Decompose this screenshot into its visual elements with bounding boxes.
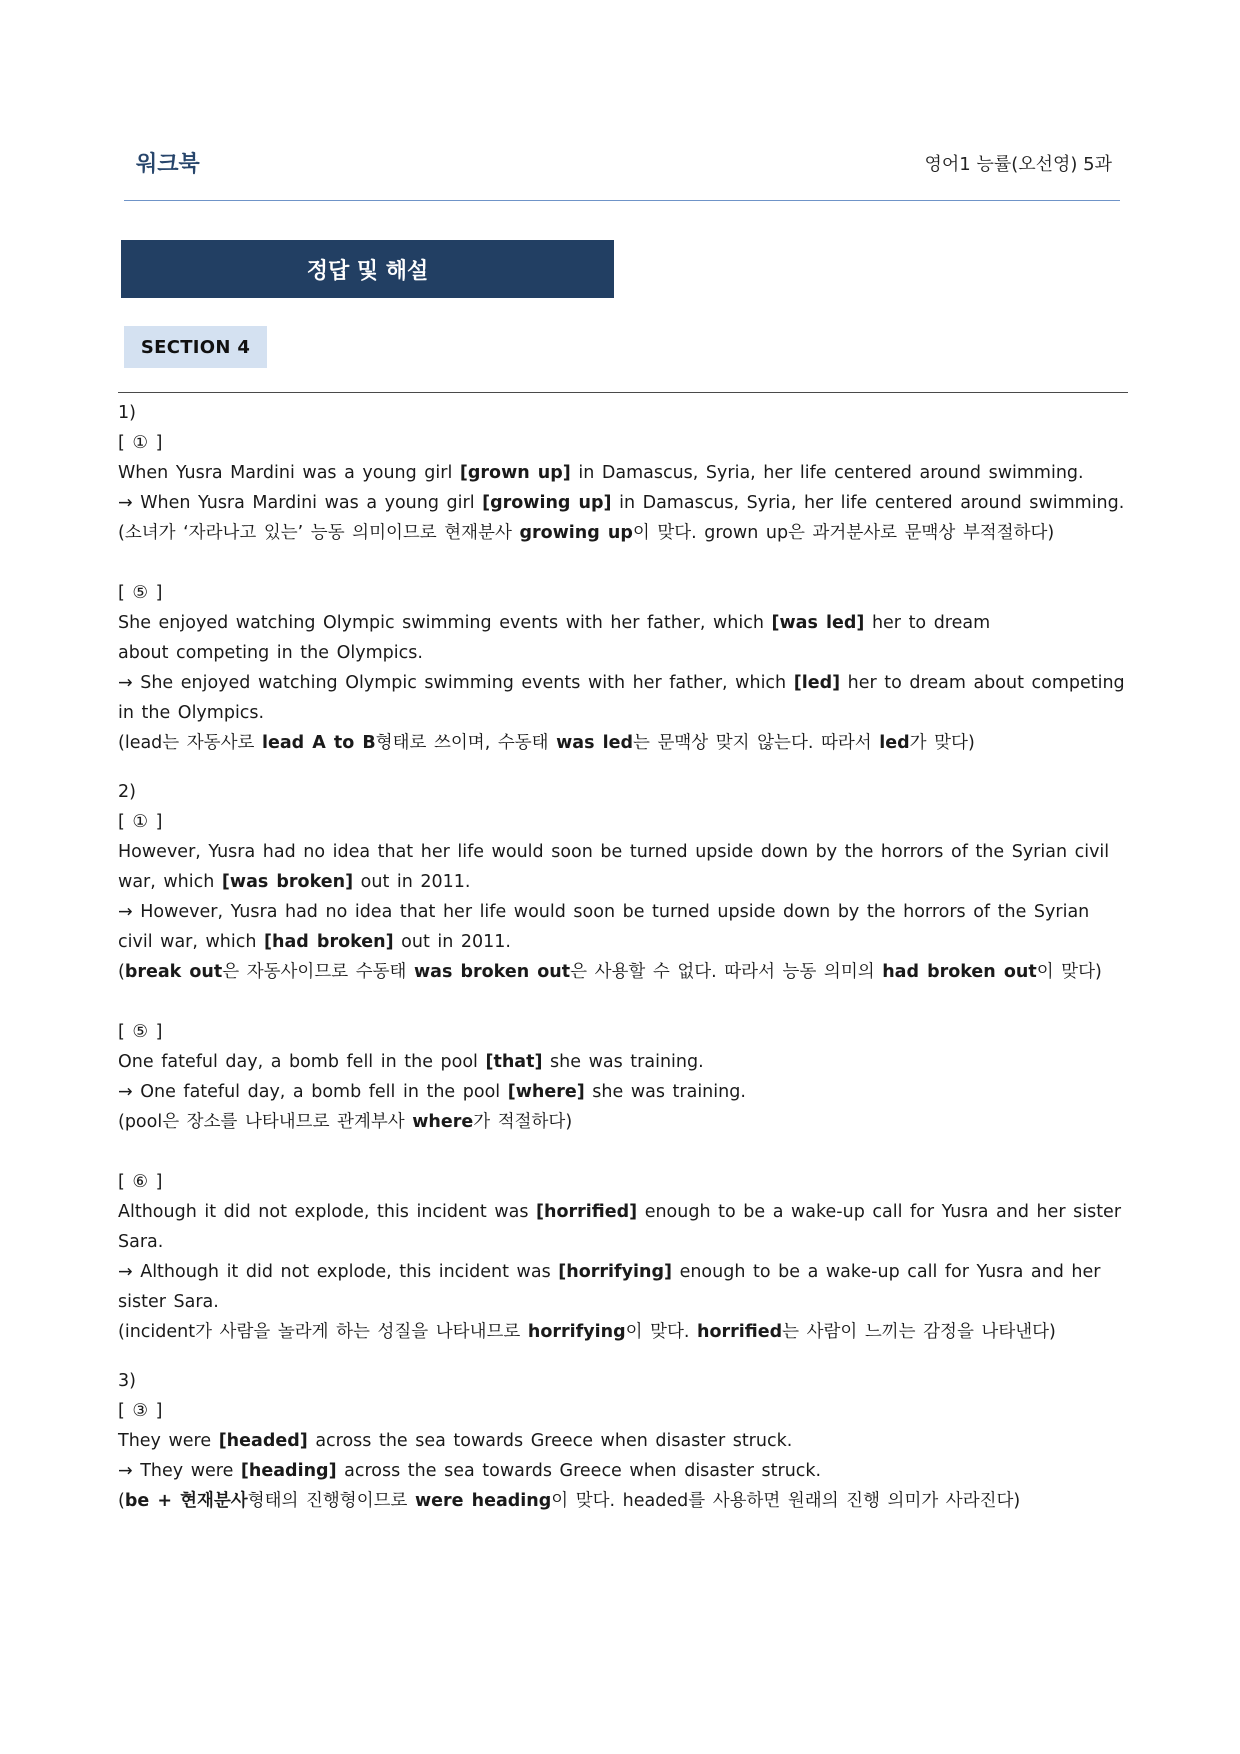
header-course-info: 영어1 능률(오선영) 5과 xyxy=(924,154,1112,175)
section-label: SECTION 4 xyxy=(140,336,251,358)
error-phrase: [was led] xyxy=(771,613,865,633)
section-badge xyxy=(124,326,267,368)
item-marker: [ ① ] xyxy=(118,812,163,832)
error-phrase: [horrified] xyxy=(536,1202,638,1222)
error-phrase: [headed] xyxy=(218,1431,308,1451)
corrected-sentence: → When Yusra Mardini was a young girl [growing up] in Damascus, Syria, her life centered around swimming. xyxy=(118,493,1125,513)
corrected-sentence: → They were [heading] across the sea towards Greece when disaster struck. xyxy=(118,1461,822,1481)
header-divider xyxy=(124,200,1120,201)
answer-banner-label: 정답 및 해설 xyxy=(306,258,429,284)
explanation: (break out은 자동사이므로 수동태 was broken out은 사용할 수 없다. 따라서 능동 의미의 had broken out이 맞다) xyxy=(118,962,1102,982)
error-phrase: [was broken] xyxy=(221,872,354,892)
original-sentence: When Yusra Mardini was a young girl [grown up] in Damascus, Syria, her life centered around swimming. xyxy=(118,463,1084,483)
original-sentence: However, Yusra had no idea that her life would soon be turned upside down by the horrors of the Syrian civil war, which [was broken] out in 2011. xyxy=(118,842,1110,892)
item-marker: [ ⑤ ] xyxy=(118,583,163,603)
explanation: (소녀가 ‘자라나고 있는’ 능동 의미이므로 현재분사 growing up이 맞다. grown up은 과거분사로 문맥상 부적절하다) xyxy=(118,523,1055,543)
corrected-phrase: [where] xyxy=(507,1082,585,1102)
question-number: 3) xyxy=(118,1371,136,1391)
question-number: 2) xyxy=(118,782,136,802)
answer-content xyxy=(118,398,1128,1516)
corrected-phrase: [led] xyxy=(793,673,841,693)
corrected-sentence: → Although it did not explode, this incident was [horrifying] enough to be a wake-up call for Yusra and her sister Sara. xyxy=(118,1262,1101,1312)
item-marker: [ ⑥ ] xyxy=(118,1172,163,1192)
section-divider xyxy=(118,392,1128,393)
header-title: 워크북 xyxy=(136,152,200,177)
answer-banner xyxy=(121,240,614,298)
corrected-phrase: [growing up] xyxy=(482,493,612,513)
error-phrase: [that] xyxy=(485,1052,543,1072)
item-marker: [ ③ ] xyxy=(118,1401,163,1421)
corrected-sentence: → However, Yusra had no idea that her life would soon be turned upside down by the horrors of the Syrian civil war, which [had broken] out in 2011. xyxy=(118,902,1090,952)
explanation: (incident가 사람을 놀라게 하는 성질을 나타내므로 horrifying이 맞다. horrified는 사람이 느끼는 감정을 나타낸다) xyxy=(118,1322,1056,1342)
question-number: 1) xyxy=(118,403,136,423)
item-marker: [ ① ] xyxy=(118,433,163,453)
original-sentence: Although it did not explode, this incident was [horrified] enough to be a wake-up call for Yusra and her sister Sara. xyxy=(118,1202,1122,1252)
original-sentence: They were [headed] across the sea towards Greece when disaster struck. xyxy=(118,1431,793,1451)
explanation: (be + 현재분사형태의 진행형이므로 were heading이 맞다. headed를 사용하면 원래의 진행 의미가 사라진다) xyxy=(118,1491,1021,1511)
corrected-sentence: → She enjoyed watching Olympic swimming events with her father, which [led] her to dream about competing in the Olympics. xyxy=(118,673,1125,723)
corrected-sentence: → One fateful day, a bomb fell in the pool [where] she was training. xyxy=(118,1082,746,1102)
corrected-phrase: [had broken] xyxy=(264,932,394,952)
corrected-phrase: [heading] xyxy=(240,1461,337,1481)
explanation: (pool은 장소를 나타내므로 관계부사 where가 적절하다) xyxy=(118,1112,573,1132)
explanation: (lead는 자동사로 lead A to B형태로 쓰이며, 수동태 was led는 문맥상 맞지 않는다. 따라서 led가 맞다) xyxy=(118,733,975,753)
error-phrase: [grown up] xyxy=(459,463,571,483)
original-sentence: She enjoyed watching Olympic swimming events with her father, which [was led] her to dream about competing in the Olympics. xyxy=(118,613,991,663)
item-marker: [ ⑤ ] xyxy=(118,1022,163,1042)
original-sentence: One fateful day, a bomb fell in the pool [that] she was training. xyxy=(118,1052,704,1072)
corrected-phrase: [horrifying] xyxy=(558,1262,673,1282)
